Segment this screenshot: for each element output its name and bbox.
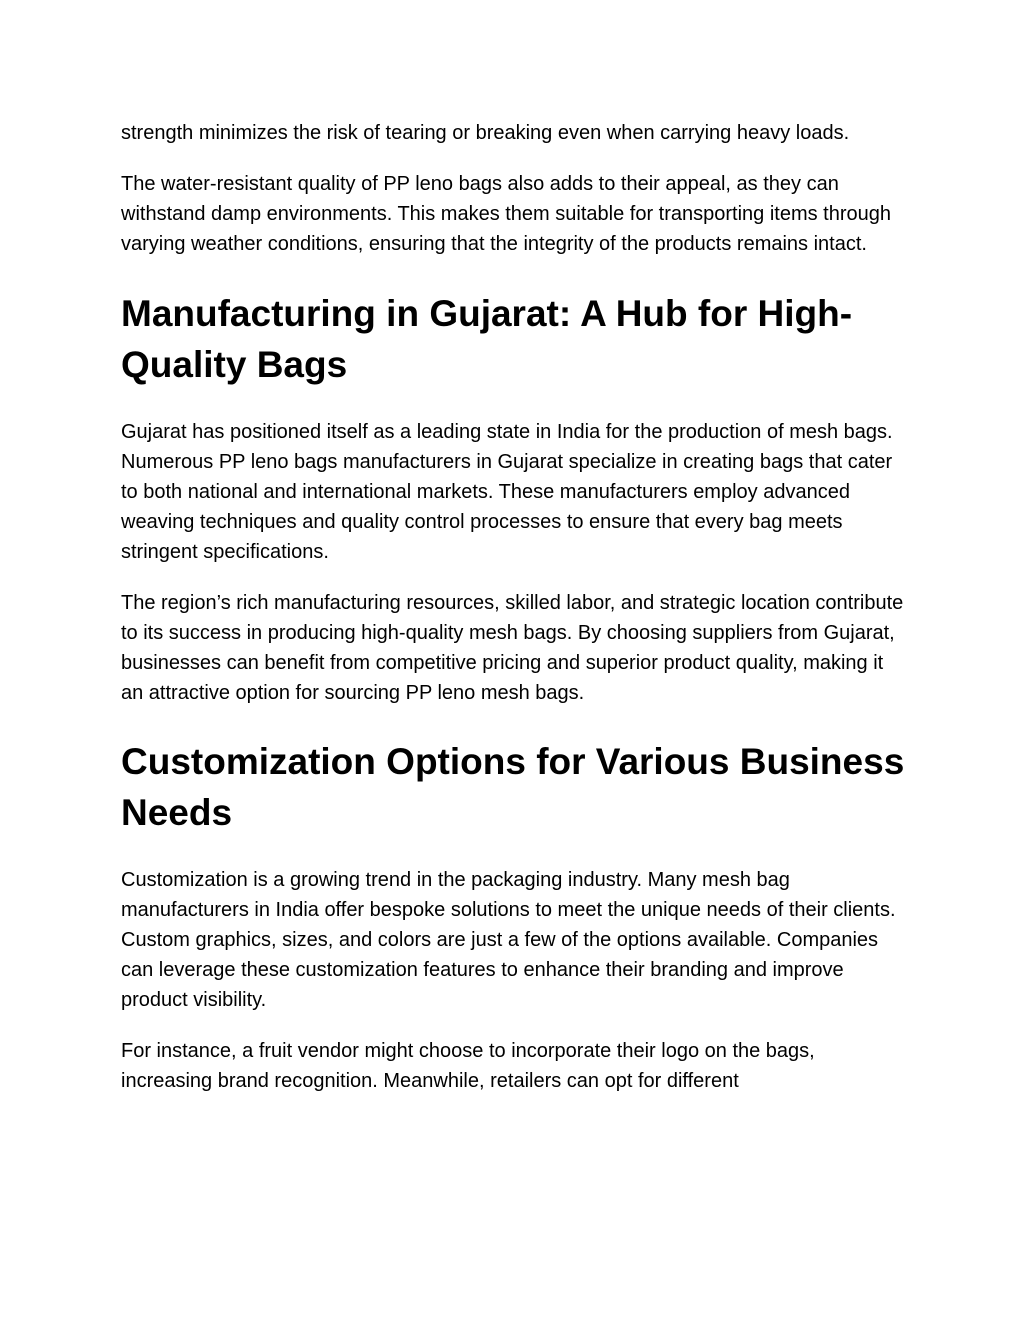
heading-manufacturing-gujarat: Manufacturing in Gujarat: A Hub for High-Quality Bags: [121, 293, 853, 385]
paragraph-customization-trend: Customization is a growing trend in the packaging industry. Many mesh bag manufacturers in India offer bespoke solutions to meet the unique needs of their clients. Custom graphics, sizes, and colors are just a few of the options available. Companies can leverage these customization features to enhance their branding and improve product visibility.: [121, 869, 896, 1011]
paragraph-fruit-vendor: For instance, a fruit vendor might choose to incorporate their logo on the bags, increasing brand recognition. Meanwhile, retailers can opt for different: [121, 1040, 815, 1092]
paragraph-gujarat-region: The region’s rich manufacturing resources, skilled labor, and strategic location contribute to its success in producing high-quality mesh bags. By choosing suppliers from Gujarat, businesses can benefit from competitive pricing and superior product quality, making it an attractive option for sourcing PP leno mesh bags.: [121, 592, 904, 704]
paragraph-water-resistant: The water-resistant quality of PP leno bags also adds to their appeal, as they can withstand damp environments. This makes them suitable for transporting items through varying weather conditions, ensuring that the integrity of the products remains intact.: [121, 173, 891, 255]
paragraph-gujarat-production: Gujarat has positioned itself as a leading state in India for the production of mesh bags. Numerous PP leno bags manufacturers in Gujarat specialize in creating bags that cater to both national and international markets. These manufacturers employ advanced weaving techniques and quality control processes to ensure that every bag meets stringent specifications.: [121, 421, 893, 563]
heading-customization-options: Customization Options for Various Business Needs: [121, 741, 905, 833]
document-page: [121, 118, 911, 1096]
paragraph-strength: strength minimizes the risk of tearing or breaking even when carrying heavy loads.: [121, 122, 850, 144]
